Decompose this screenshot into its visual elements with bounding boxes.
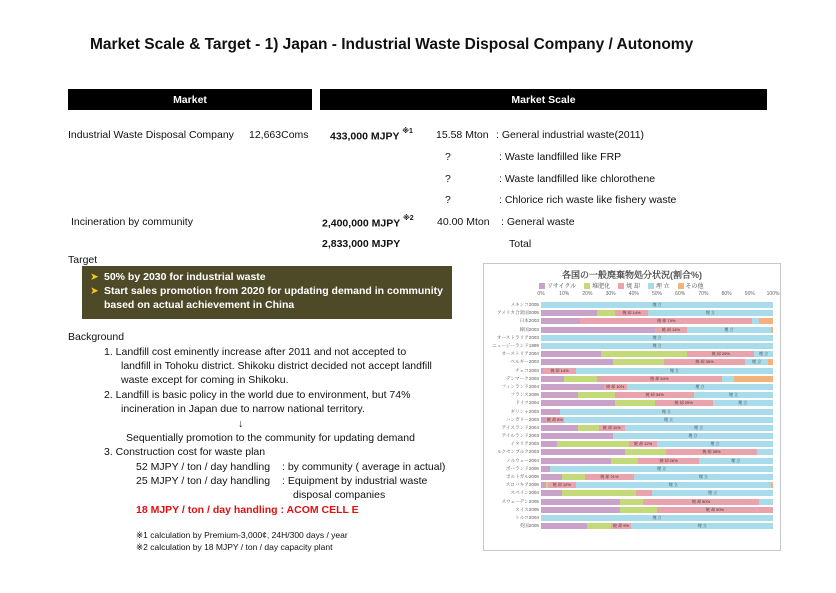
bar-segment xyxy=(546,417,565,423)
segment-label: 焼 却 9% xyxy=(613,523,630,529)
bar-segment xyxy=(666,449,756,455)
bar-segment xyxy=(638,458,698,464)
bar-segment xyxy=(620,507,657,513)
bar-segment xyxy=(655,400,713,406)
stacked-bar xyxy=(541,327,773,333)
bar-segment xyxy=(541,376,564,382)
segment-label: 埋 立 xyxy=(657,465,667,471)
target-item-2-text: Start sales promotion from 2020 for updating demand in community based on actual achievement in China xyxy=(104,285,443,311)
bg-item2-line2: incineration in Japan due to narrow national territory. xyxy=(121,403,365,415)
segment-label: 埋 立 xyxy=(697,523,707,529)
segment-label: 焼 却 50% xyxy=(705,506,725,512)
cost2-b: : Equipment by industrial waste xyxy=(282,475,428,487)
bar-segment xyxy=(564,417,773,423)
segment-label: 埋 立 xyxy=(694,424,704,430)
stacked-bar xyxy=(541,368,773,374)
category-label: 韓国2003 xyxy=(519,326,539,332)
chart-plot xyxy=(492,301,773,530)
stacked-bar xyxy=(541,400,773,406)
bar-segment xyxy=(576,482,771,488)
segment-label: 埋 立 xyxy=(705,310,715,316)
legend-swatch xyxy=(678,283,684,289)
row1-desc: : General industrial waste(2011) xyxy=(496,129,645,141)
row4-mton: ? xyxy=(445,194,451,206)
bar-segment xyxy=(541,425,578,431)
cost1-b: : by community ( average in actual) xyxy=(282,461,446,473)
category-label: メキシコ2005 xyxy=(510,302,539,308)
bar-segment xyxy=(745,359,768,365)
bar-segment xyxy=(664,359,745,365)
bar-segment xyxy=(541,515,773,521)
bar-segment xyxy=(557,441,629,447)
bar-segment xyxy=(578,392,615,398)
legend-label: 堆肥化 xyxy=(592,284,611,290)
chart-row xyxy=(496,334,773,342)
stacked-bar xyxy=(541,507,773,513)
bg-item1-line3: waste except for coming in Shikoku. xyxy=(121,374,289,386)
chart-row xyxy=(492,342,773,350)
cost3-highlight: 18 MJPY / ton / day handling : ACOM CELL E xyxy=(136,504,359,516)
bar-segment xyxy=(597,310,616,316)
category-label: ニュージーランド1999 xyxy=(492,343,539,349)
category-label: ポーランド2005 xyxy=(505,465,539,471)
stacked-bar xyxy=(541,384,773,390)
x-tick-label: 0% xyxy=(537,291,545,297)
bar-segment xyxy=(615,400,654,406)
chart-row xyxy=(501,383,773,391)
bar-segment xyxy=(629,441,657,447)
segment-label: 埋 立 xyxy=(708,490,718,496)
stacked-bar xyxy=(541,343,773,349)
stacked-bar xyxy=(541,409,773,415)
target-item-2 xyxy=(90,284,444,312)
stacked-bar xyxy=(541,359,773,365)
segment-label: 埋 立 xyxy=(652,334,662,340)
segment-label: 焼 却 14% xyxy=(622,310,641,316)
bar-segment xyxy=(627,384,773,390)
segment-label: 埋 立 xyxy=(728,392,739,398)
segment-label: 焼 却 11% xyxy=(602,424,621,430)
row3-mton: ? xyxy=(445,173,451,185)
bar-segment xyxy=(613,359,664,365)
category-label: チェコ2003 xyxy=(515,367,539,373)
category-label: ポルトガル2005 xyxy=(505,474,539,480)
bar-segment xyxy=(648,310,773,316)
bg-sequential: Sequentially promotion to the community for updating demand xyxy=(126,432,415,444)
segment-label: 埋 立 xyxy=(695,383,705,389)
segment-label: 埋 立 xyxy=(652,302,662,308)
bar-segment xyxy=(734,376,773,382)
background-label: Background xyxy=(68,331,125,343)
category-label: トルコ2004 xyxy=(514,514,539,520)
segment-label: 焼 却 54% xyxy=(650,375,669,381)
row2-desc: : Waste landfilled like FRP xyxy=(499,151,622,163)
segment-label: 焼 却 29% xyxy=(711,351,730,357)
bar-segment xyxy=(562,490,636,496)
category-label: スイス2005 xyxy=(515,506,539,512)
bar-segment xyxy=(613,433,773,439)
chart-legend xyxy=(539,281,704,290)
category-label: スウェーデン2005 xyxy=(501,498,539,504)
bar-segment xyxy=(541,458,611,464)
category-label: ノルウェー2004 xyxy=(506,457,539,463)
bar-segment xyxy=(611,523,632,529)
chart-row xyxy=(510,391,773,399)
chart-x-ticks xyxy=(537,291,780,299)
segment-label: 焼 却 50% xyxy=(691,498,711,504)
market-header: Market xyxy=(68,89,312,110)
category-label: ギリシャ2003 xyxy=(510,408,539,414)
page-title: Market Scale & Target - 1) Japan - Industrial Waste Disposal Company / Autonomy xyxy=(90,36,694,53)
x-tick-label: 50% xyxy=(651,291,663,297)
bar-segment xyxy=(597,376,722,382)
note-ref-1: ※1 xyxy=(402,128,413,135)
legend-item xyxy=(539,281,576,290)
legend-swatch xyxy=(584,283,590,289)
bar-segment xyxy=(687,327,771,333)
segment-label: 埋 立 xyxy=(738,400,748,406)
arrow-bullet-icon: ➤ xyxy=(90,285,99,297)
row5-market: Incineration by community xyxy=(71,216,193,228)
segment-label: 埋 立 xyxy=(652,343,662,349)
target-label: Target xyxy=(68,254,98,266)
bar-segment xyxy=(541,359,613,365)
chart-row xyxy=(505,481,773,489)
bar-segment xyxy=(699,458,773,464)
legend-swatch xyxy=(618,283,624,289)
stacked-bar xyxy=(541,474,773,480)
bar-segment xyxy=(611,458,639,464)
row4-desc: : Chlorice rich waste like fishery waste xyxy=(499,194,677,206)
bar-segment xyxy=(694,392,773,398)
bar-segment xyxy=(757,449,773,455)
x-tick-label: 70% xyxy=(698,291,709,297)
segment-label: 埋 立 xyxy=(731,457,741,463)
legend-label: その他 xyxy=(685,284,704,290)
bg-item3: 3. Construction cost for waste plan xyxy=(104,446,266,458)
bar-segment xyxy=(541,392,578,398)
stacked-bar xyxy=(541,376,773,382)
x-tick-label: 60% xyxy=(675,291,686,297)
bar-segment xyxy=(615,310,647,316)
chart-row xyxy=(519,326,773,334)
category-label: ハンガリー2003 xyxy=(505,416,539,422)
row5-desc: : General waste xyxy=(501,216,575,228)
note-ref-2: ※2 xyxy=(402,215,414,222)
stacked-bar xyxy=(541,392,773,398)
bar-segment xyxy=(687,351,754,357)
row1-mton: 15.58 Mton xyxy=(436,129,489,141)
stacked-bar xyxy=(541,425,773,431)
target-item-1 xyxy=(90,270,444,284)
bar-segment xyxy=(604,384,627,390)
bar-segment xyxy=(541,335,773,341)
bar-segment xyxy=(541,310,597,316)
chart-row xyxy=(510,407,773,415)
bar-segment xyxy=(541,400,615,406)
stacked-bar xyxy=(541,523,773,529)
bar-segment xyxy=(564,376,596,382)
bar-segment xyxy=(541,327,655,333)
bar-segment xyxy=(550,466,773,472)
row3-desc: : Waste landfilled like chlorothene xyxy=(499,173,656,185)
bar-segment xyxy=(541,351,601,357)
segment-label: 焼 却 8% xyxy=(546,416,563,422)
chart-row xyxy=(519,317,773,325)
stacked-bar xyxy=(541,318,773,324)
chart-row xyxy=(506,457,773,465)
segment-label: 埋 立 xyxy=(752,359,762,365)
legend-label: 埋 立 xyxy=(655,284,670,290)
bar-segment xyxy=(655,327,687,333)
segment-label: 埋 立 xyxy=(668,482,678,488)
chart-row xyxy=(515,367,773,375)
bar-segment xyxy=(634,474,773,480)
category-label: ドイツ2004 xyxy=(515,400,539,406)
bar-segment xyxy=(541,474,562,480)
legend-swatch xyxy=(648,283,654,289)
x-tick-label: 90% xyxy=(744,291,755,297)
bar-segment xyxy=(578,425,599,431)
down-arrow-icon: ↓ xyxy=(238,418,244,430)
category-label: デンマーク2003 xyxy=(505,375,539,381)
segment-label: 焼 却 26% xyxy=(659,457,678,463)
bar-segment xyxy=(713,400,773,406)
segment-label: 埋 立 xyxy=(664,416,674,422)
bar-segment xyxy=(541,384,604,390)
bar-segment xyxy=(625,449,667,455)
segment-label: 焼 却 34% xyxy=(645,392,664,398)
legend-swatch xyxy=(539,283,545,289)
segment-label: 焼 却 74% xyxy=(657,318,676,324)
footnote-2: ※2 calculation by 18 MJPY / ton / day capacity plant xyxy=(136,542,333,552)
stacked-bar xyxy=(541,417,773,423)
category-label: オーストラリア2003 xyxy=(496,334,539,340)
x-tick-label: 80% xyxy=(721,291,732,297)
target-item-1-text: 50% by 2030 for industrial waste xyxy=(104,271,266,283)
stacked-bar xyxy=(541,449,773,455)
segment-label: 埋 立 xyxy=(698,474,708,480)
bar-segment xyxy=(631,523,773,529)
chart-row xyxy=(510,440,773,448)
category-label: アイルランド2003 xyxy=(501,433,539,439)
chart-row xyxy=(515,506,773,514)
market-scale-header: Market Scale xyxy=(320,89,767,110)
bar-segment xyxy=(562,474,585,480)
cost1-a: 52 MJPY / ton / day handling xyxy=(136,461,271,473)
segment-label: 焼 却 39% xyxy=(702,449,721,455)
stacked-bar xyxy=(541,482,773,488)
stacked-bar xyxy=(541,458,773,464)
bar-segment xyxy=(541,466,550,472)
segment-label: 埋 立 xyxy=(724,326,734,332)
segment-label: 埋 立 xyxy=(759,351,769,357)
legend-item xyxy=(618,281,640,290)
row2-mton: ? xyxy=(445,151,451,163)
segment-label: 埋 立 xyxy=(688,433,698,439)
segment-label: 焼 却 21% xyxy=(600,474,619,480)
bar-segment xyxy=(625,425,773,431)
stacked-bar xyxy=(541,302,773,308)
chart-row xyxy=(496,309,773,317)
stacked-bar xyxy=(541,441,773,447)
cost2-c: disposal companies xyxy=(293,489,386,501)
segment-label: 焼 却 12% xyxy=(633,441,653,447)
chart-row xyxy=(496,448,773,456)
category-label: ベルギー2003 xyxy=(510,359,539,365)
category-label: 英国2005 xyxy=(519,523,539,529)
segment-label: 埋 立 xyxy=(652,514,662,520)
segment-label: 埋 立 xyxy=(710,441,720,447)
bar-segment xyxy=(657,441,773,447)
bar-segment xyxy=(576,368,773,374)
segment-label: 焼 却 35% xyxy=(695,359,714,365)
x-tick-label: 20% xyxy=(582,291,593,297)
chart-row xyxy=(505,375,773,383)
bar-segment xyxy=(601,351,687,357)
chart-row xyxy=(510,489,773,497)
arrow-bullet-icon: ➤ xyxy=(90,271,99,283)
x-tick-label: 10% xyxy=(559,291,570,297)
bar-segment xyxy=(754,351,773,357)
bar-segment xyxy=(652,490,773,496)
chart-row xyxy=(505,473,773,481)
category-label: アイスランド2004 xyxy=(501,424,539,430)
bar-segment xyxy=(643,499,759,505)
bar-segment xyxy=(657,507,773,513)
footnote-1: ※1 calculation by Premium-3,000¢, 24H/300 days / year xyxy=(136,530,348,540)
stacked-bar xyxy=(541,335,773,341)
bar-segment xyxy=(620,499,643,505)
bar-segment xyxy=(759,318,773,324)
bg-item1-line1: 1. Landfill cost eminently increase after 2011 and not accepted to xyxy=(104,346,407,358)
bar-segment xyxy=(722,376,734,382)
stacked-bar xyxy=(541,351,773,357)
chart-row xyxy=(515,399,773,407)
stacked-bar xyxy=(541,466,773,472)
total-label: Total xyxy=(509,238,532,250)
bar-segment xyxy=(541,507,620,513)
stacked-bar xyxy=(541,310,773,316)
chart-row xyxy=(510,301,773,309)
legend-item xyxy=(648,281,670,290)
bar-segment xyxy=(541,318,580,324)
chart-row xyxy=(501,498,773,506)
stacked-bar xyxy=(541,433,773,439)
target-box xyxy=(82,266,452,319)
bar-segment xyxy=(541,490,562,496)
waste-disposal-chart xyxy=(483,263,781,551)
bar-segment xyxy=(541,441,557,447)
bar-segment xyxy=(543,368,575,374)
category-label: スロバキア2005 xyxy=(505,482,539,488)
bar-segment xyxy=(759,499,773,505)
category-label: オーストリア2004 xyxy=(501,351,539,357)
bar-segment xyxy=(771,327,773,333)
stacked-bar xyxy=(541,515,773,521)
cost2-a: 25 MJPY / ton / day handling xyxy=(136,475,271,487)
bar-segment xyxy=(771,482,773,488)
segment-label: 焼 却 14% xyxy=(661,326,681,332)
bar-segment xyxy=(768,359,773,365)
bar-segment xyxy=(541,523,587,529)
row5-value: 2,400,000 MJPY $^{※2}$ xyxy=(322,215,414,230)
category-label: 日本2003 xyxy=(519,318,539,324)
chart-row xyxy=(501,424,773,432)
bar-segment xyxy=(541,449,625,455)
bg-item1-line2: landfill in Tohoku district. Shikoku district decided not accept landfill xyxy=(121,360,432,372)
segment-label: 焼 却 10% xyxy=(606,383,625,389)
chart-row xyxy=(505,465,773,473)
x-tick-label: 100% xyxy=(766,291,780,297)
bar-segment xyxy=(752,318,759,324)
x-tick-label: 40% xyxy=(628,291,639,297)
bar-segment xyxy=(548,482,576,488)
chart-row xyxy=(519,522,773,530)
stacked-bar xyxy=(541,490,773,496)
category-label: スペイン2004 xyxy=(510,490,539,496)
category-label: ルクセンブルク2003 xyxy=(496,449,539,455)
legend-label: リサイクル xyxy=(547,284,577,290)
category-label: アメリカ合衆国2005 xyxy=(496,310,539,316)
segment-label: 埋 立 xyxy=(661,408,671,414)
row5-mton: 40.00 Mton xyxy=(437,216,490,228)
row1-count: 12,663Coms xyxy=(249,129,309,141)
row1-market: Industrial Waste Disposal Company xyxy=(68,129,234,141)
bar-segment xyxy=(560,409,773,415)
segment-label: 焼 却 12% xyxy=(552,482,571,488)
bar-segment xyxy=(580,318,752,324)
category-label: フランス2005 xyxy=(510,392,539,398)
bar-segment xyxy=(541,433,613,439)
legend-item xyxy=(584,281,610,290)
segment-label: 焼 却 14% xyxy=(550,367,569,373)
bar-segment xyxy=(599,425,625,431)
bar-segment xyxy=(541,343,773,349)
category-label: イタリア2003 xyxy=(510,441,539,447)
row1-value: 433,000 MJPY $^{※1}$ xyxy=(330,128,413,143)
bar-segment xyxy=(585,474,634,480)
bar-segment xyxy=(541,499,620,505)
chart-title: 各国の一般廃棄物処分状況(割合%) xyxy=(562,270,702,280)
legend-item xyxy=(678,281,704,290)
chart-row xyxy=(501,350,773,358)
bar-segment xyxy=(587,523,610,529)
segment-label: 焼 却 25% xyxy=(674,400,693,406)
chart-row xyxy=(501,432,773,440)
stacked-bar xyxy=(541,499,773,505)
legend-label: 焼 却 xyxy=(626,284,640,290)
bar-segment xyxy=(636,490,652,496)
x-tick-label: 30% xyxy=(605,291,616,297)
bar-segment xyxy=(541,409,560,415)
segment-label: 埋 立 xyxy=(669,367,679,373)
category-label: フィンランド2004 xyxy=(501,383,539,389)
chart-row xyxy=(510,358,773,366)
chart-row xyxy=(505,416,773,424)
chart-row xyxy=(514,514,773,522)
bg-item2-line1: 2. Landfill is basic policy in the world due to environment, but 74% xyxy=(104,389,411,401)
total-value: 2,833,000 MJPY xyxy=(322,238,401,250)
bar-segment xyxy=(615,392,694,398)
bar-segment xyxy=(541,302,773,308)
